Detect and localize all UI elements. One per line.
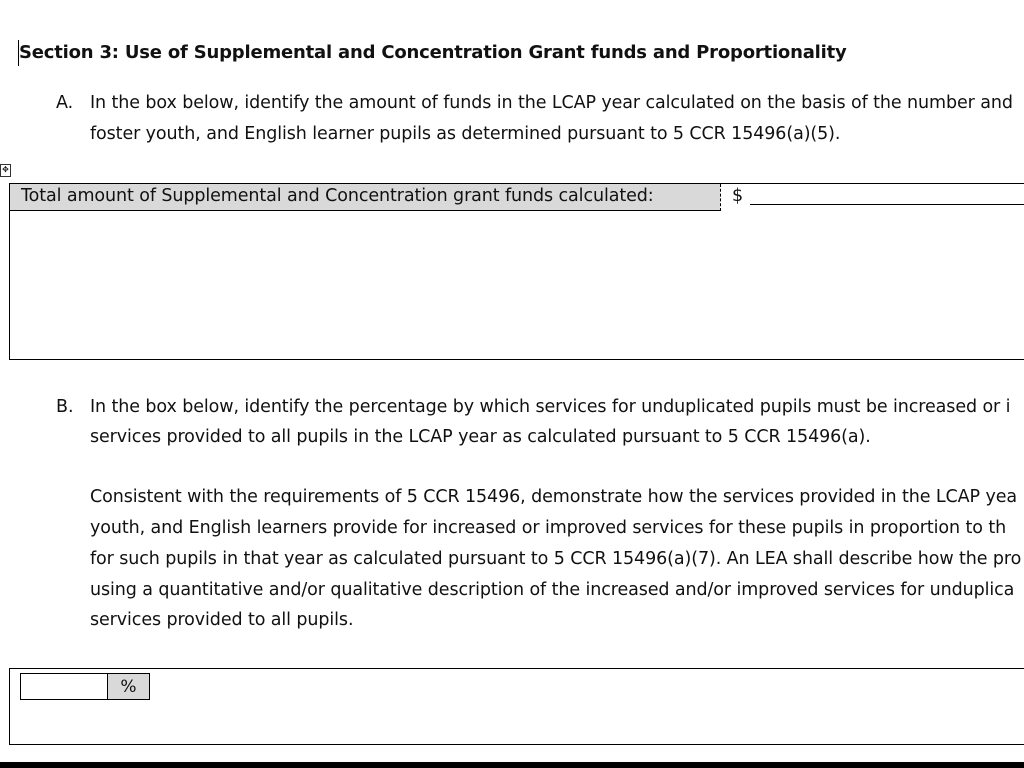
table-move-handle-icon[interactable]: ✥ — [0, 164, 11, 177]
item-a-line-2: foster youth, and English learner pupils as determined pursuant to 5 CCR 15496(a)(5). — [90, 124, 841, 144]
funds-amount-field[interactable] — [750, 204, 1024, 205]
item-b-letter: B. — [56, 397, 74, 417]
funds-currency: $ — [732, 186, 744, 206]
item-b-paragraph-line-2: youth, and English learners provide for increased or improved services for these pupils in proportion to th — [90, 518, 1007, 538]
item-b-paragraph-line-3: for such pupils in that year as calculated pursuant to 5 CCR 15496(a)(7). An LEA shall describe how the pro — [90, 549, 1022, 569]
item-b-paragraph-line-4: using a quantitative and/or qualitative description of the increased and/or improved services for unduplica — [90, 580, 1015, 600]
cell-divider — [720, 184, 721, 211]
item-b-line-2: services provided to all pupils in the LCAP year as calculated pursuant to 5 CCR 15496(a). — [90, 427, 871, 447]
item-a-line-1: In the box below, identify the amount of funds in the LCAP year calculated on the basis of the number and — [90, 93, 1013, 113]
percentage-field[interactable] — [20, 673, 108, 700]
section-title: Section 3: Use of Supplemental and Concentration Grant funds and Proportionality — [19, 42, 847, 63]
percent-sign: % — [108, 673, 150, 700]
page-bottom-edge — [0, 762, 1024, 768]
proportionality-input-box[interactable] — [9, 668, 1024, 745]
item-b-line-1: In the box below, identify the percentage by which services for unduplicated pupils must be increased or i — [90, 397, 1011, 417]
item-a-letter: A. — [56, 93, 74, 113]
funds-label: Total amount of Supplemental and Concentration grant funds calculated: — [21, 186, 654, 206]
item-b-paragraph-line-5: services provided to all pupils. — [90, 610, 354, 630]
item-b-paragraph-line-1: Consistent with the requirements of 5 CCR 15496, demonstrate how the services provided in the LCAP yea — [90, 487, 1017, 507]
funds-label-cell — [10, 184, 720, 211]
funds-input-box[interactable] — [9, 183, 1024, 360]
